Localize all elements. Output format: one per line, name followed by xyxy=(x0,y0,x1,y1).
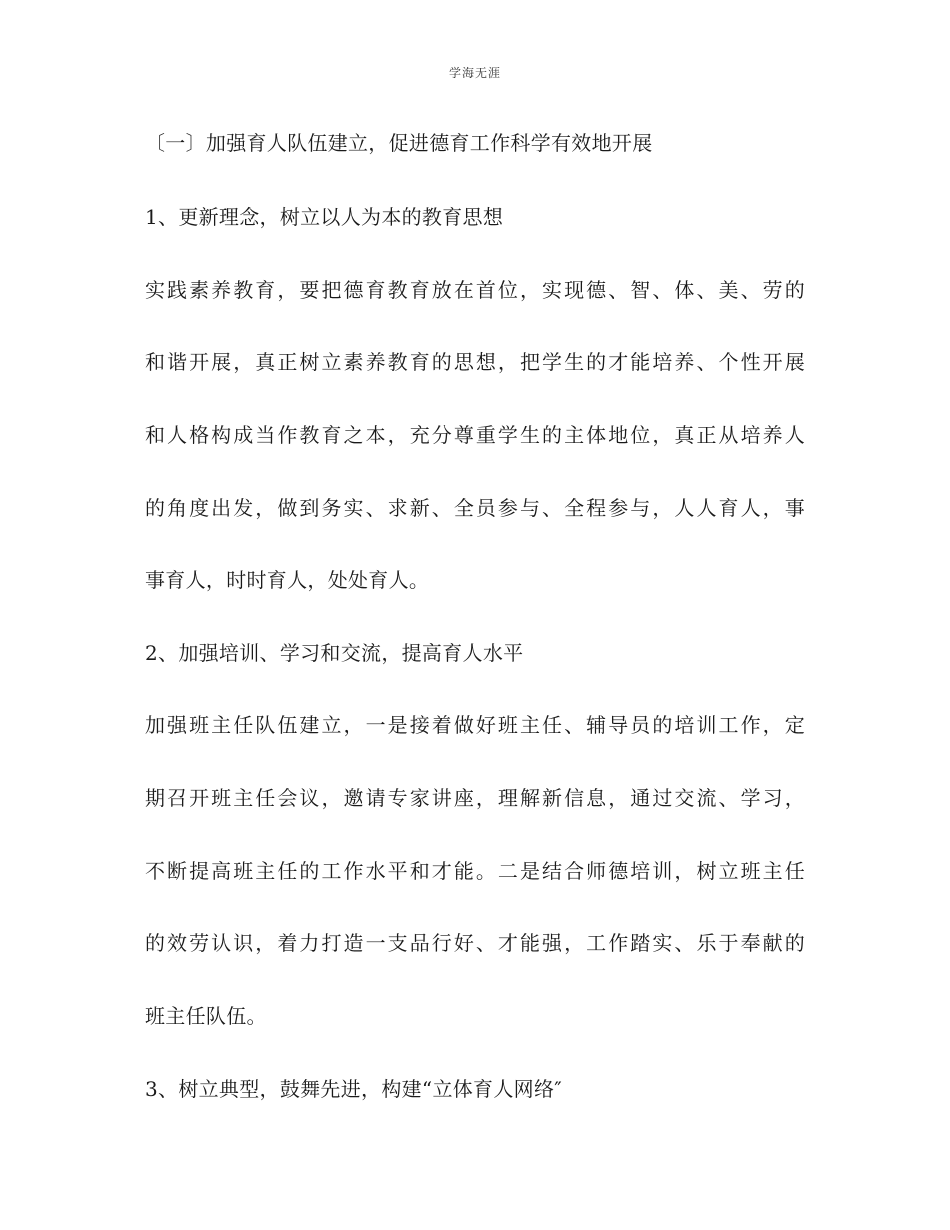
paragraph-2-line-2: 期召开班主任会议，邀请专家讲座，理解新信息，通过交流、学习， xyxy=(145,786,805,810)
paragraph-1-line-4: 的角度出发，做到务实、求新、全员参与、全程参与，人人育人，事 xyxy=(145,496,805,520)
paragraph-2-line-5: 班主任队伍。 xyxy=(145,1004,267,1028)
subheading-1: 1、更新理念，树立以人为本的教育思想 xyxy=(145,205,504,229)
paragraph-2-line-1: 加强班主任队伍建立，一是接着做好班主任、辅导员的培训工作，定 xyxy=(145,713,805,737)
page-header: 学海无涯 xyxy=(448,66,501,80)
subheading-2: 2、加强培训、学习和交流，提高育人水平 xyxy=(145,641,524,665)
paragraph-1-line-1: 实践素养教育，要把德育教育放在首位，实现德、智、体、美、劳的 xyxy=(145,278,805,302)
subheading-3: 3、树立典型，鼓舞先进，构建“立体育人网络″ xyxy=(145,1077,563,1101)
paragraph-1-line-5: 事育人，时时育人，处处育人。 xyxy=(145,568,430,592)
paragraph-1-line-3: 和人格构成当作教育之本，充分尊重学生的主体地位，真正从培养人 xyxy=(145,423,805,447)
paragraph-2-line-3: 不断提高班主任的工作水平和才能。二是结合师德培训，树立班主任 xyxy=(145,859,805,883)
paragraph-2-line-4: 的效劳认识，着力打造一支品行好、才能强，工作踏实、乐于奉献的 xyxy=(145,931,805,955)
section-heading: 〔一〕加强育人队伍建立，促进德育工作科学有效地开展 xyxy=(145,131,653,155)
paragraph-1-line-2: 和谐开展，真正树立素养教育的思想，把学生的才能培养、个性开展 xyxy=(145,350,805,374)
